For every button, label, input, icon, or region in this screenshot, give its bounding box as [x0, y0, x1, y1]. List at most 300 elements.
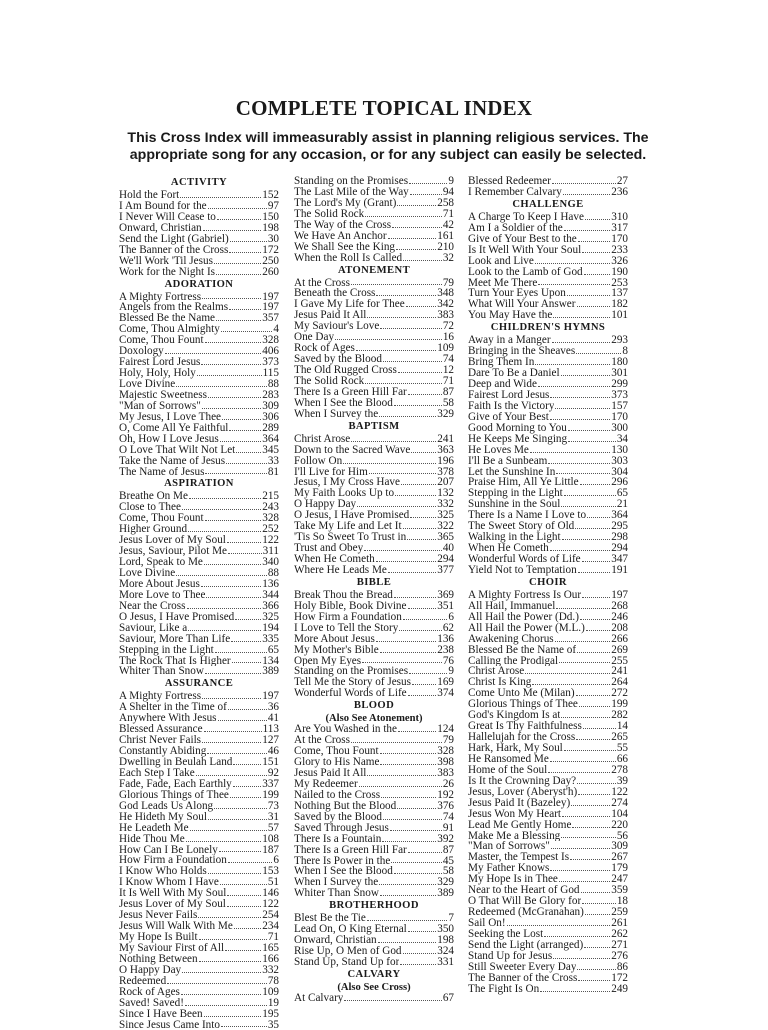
dot-leader [397, 801, 436, 809]
dot-leader [235, 612, 261, 620]
index-entry [119, 954, 279, 965]
entry-number: 79 [443, 278, 454, 289]
dot-leader [379, 877, 436, 885]
entry-number: 170 [611, 234, 628, 245]
entry-title: The Banner of the Cross [468, 973, 577, 984]
dot-leader [408, 601, 437, 609]
entry-title: Onward, Christian [294, 935, 377, 946]
entry-number: 255 [611, 656, 628, 667]
entry-number: 210 [437, 242, 454, 253]
entry-title: My Faith Looks Up to [294, 488, 394, 499]
dot-leader [228, 855, 273, 863]
index-entry [294, 823, 454, 834]
entry-number: 33 [268, 456, 279, 467]
dot-leader [202, 292, 261, 300]
entry-title: Hold the Fort [119, 190, 179, 201]
dot-leader [561, 831, 616, 839]
index-entry [294, 666, 454, 677]
entry-number: 36 [268, 702, 279, 713]
entry-title: We Shall See the King [294, 242, 395, 253]
dot-leader [222, 412, 261, 420]
entry-title: Christ Arose [468, 666, 524, 677]
index-entry [119, 757, 279, 768]
entry-title: We Have An Anchor [294, 231, 387, 242]
entry-title: The Sweet Story of Old [468, 521, 574, 532]
entry-number: 109 [437, 343, 454, 354]
entry-number: 340 [262, 557, 279, 568]
entry-title: Seeking the Lost [468, 929, 543, 940]
dot-leader [227, 535, 261, 543]
dot-leader [219, 845, 261, 853]
dot-leader [204, 1009, 262, 1017]
index-entry [119, 866, 279, 877]
dot-leader [538, 379, 610, 387]
entry-number: 21 [617, 499, 628, 510]
dot-leader [380, 321, 442, 329]
entry-title: We'll Work 'Til Jesus [119, 256, 213, 267]
dot-leader [576, 688, 611, 696]
index-entry [119, 368, 279, 379]
index-entry [119, 467, 279, 478]
entry-title: Christ Is King [468, 677, 531, 688]
entry-title: When I See the Blood [294, 866, 393, 877]
entry-number: 389 [262, 666, 279, 677]
entry-number: 30 [268, 234, 279, 245]
index-entry [294, 288, 454, 299]
entry-title: Sail On! [468, 918, 506, 929]
index-entry [119, 292, 279, 303]
entry-number: 74 [443, 812, 454, 823]
entry-title: A Charge To Keep I Have [468, 212, 584, 223]
dot-leader [229, 302, 261, 310]
index-entry [468, 688, 628, 699]
entry-title: Trust and Obey [294, 543, 363, 554]
dot-leader [575, 521, 610, 529]
entry-number: 192 [437, 790, 454, 801]
entry-title: When I Survey the [294, 409, 378, 420]
dot-leader [229, 245, 261, 253]
entry-number: 115 [263, 368, 279, 379]
index-entry [119, 790, 279, 801]
dot-leader [383, 812, 442, 820]
dot-leader [380, 645, 437, 653]
entry-title: Rock of Ages [119, 987, 180, 998]
entry-number: 46 [268, 746, 279, 757]
entry-title: O, Come All Ye Faithful [119, 423, 228, 434]
index-entry [294, 623, 454, 634]
dot-leader [356, 343, 436, 351]
index-entry [294, 677, 454, 688]
dot-leader [190, 823, 267, 831]
index-entry [468, 820, 628, 831]
dot-leader [406, 299, 437, 307]
entry-number: 18 [617, 896, 628, 907]
entry-number: 272 [611, 688, 628, 699]
entry-number: 42 [443, 220, 454, 231]
dot-leader [198, 910, 261, 918]
entry-title: There Is a Green Hill Far [294, 845, 407, 856]
index-entry [294, 354, 454, 365]
index-entry [294, 376, 454, 387]
entry-title: My Jesus, I Love Thee [119, 412, 221, 423]
dot-leader [197, 368, 262, 376]
dot-leader [214, 256, 261, 264]
index-entry [294, 332, 454, 343]
entry-number: 88 [268, 379, 279, 390]
dot-leader [383, 354, 442, 362]
dot-leader [578, 787, 610, 795]
dot-leader [344, 993, 441, 1001]
dot-leader [202, 691, 261, 699]
index-entry [294, 601, 454, 612]
entry-number: 8 [622, 346, 628, 357]
dot-leader [202, 401, 261, 409]
entry-number: 122 [262, 535, 279, 546]
entry-title: O Jesus, I Have Promised [294, 510, 409, 521]
entry-number: 289 [262, 423, 279, 434]
entry-title: Jesus Won My Heart [468, 809, 561, 820]
entry-number: 71 [443, 376, 454, 387]
entry-title: Stepping in the Light [468, 488, 563, 499]
dot-leader [562, 809, 610, 817]
entry-title: Standing on the Promises [294, 176, 408, 187]
entry-title: Blessed Assurance [119, 724, 203, 735]
index-entry [119, 445, 279, 456]
section-heading: CHOIR [468, 576, 628, 590]
entry-number: 345 [262, 445, 279, 456]
index-entry [468, 288, 628, 299]
index-entry [468, 874, 628, 885]
entry-number: 326 [611, 256, 628, 267]
dot-leader [580, 477, 611, 485]
entry-number: 344 [262, 590, 279, 601]
entry-number: 199 [262, 790, 279, 801]
entry-number: 376 [437, 801, 454, 812]
index-entry [468, 590, 628, 601]
dot-leader [215, 645, 267, 653]
entry-number: 306 [262, 412, 279, 423]
entry-number: 151 [262, 757, 279, 768]
entry-number: 254 [262, 910, 279, 921]
index-entry [468, 212, 628, 223]
dot-leader [550, 754, 616, 762]
entry-number: 26 [443, 779, 454, 790]
dot-leader [407, 532, 436, 540]
dot-leader [206, 590, 261, 598]
entry-number: 373 [262, 357, 279, 368]
section-heading: BIBLE [294, 576, 454, 590]
index-entry [119, 234, 279, 245]
entry-title: Jesus Paid It All [294, 768, 366, 779]
entry-title: Bring Them In [468, 357, 534, 368]
index-entry [119, 379, 279, 390]
entry-title: Jesus Lover of My Soul [119, 899, 226, 910]
index-entry [468, 234, 628, 245]
entry-number: 328 [262, 513, 279, 524]
index-entry [294, 253, 454, 264]
entry-title: O That Will Be Glory for [468, 896, 581, 907]
entry-number: 299 [611, 379, 628, 390]
entry-number: 78 [268, 976, 279, 987]
dot-leader [335, 332, 442, 340]
entry-title: Where He Leads Me [294, 565, 387, 576]
entry-number: 56 [617, 831, 628, 842]
dot-leader [228, 702, 267, 710]
dot-leader [571, 798, 610, 806]
entry-title: Tell Me the Story of Jesus [294, 677, 411, 688]
entry-number: 195 [262, 1009, 279, 1020]
index-entry [119, 601, 279, 612]
entry-number: 261 [611, 918, 628, 929]
index-entry [119, 401, 279, 412]
index-entry [294, 434, 454, 445]
entry-number: 72 [443, 321, 454, 332]
entry-number: 278 [611, 765, 628, 776]
entry-title: Come, Thou Almighty [119, 324, 220, 335]
dot-leader [204, 724, 262, 732]
section-heading: ATONEMENT [294, 264, 454, 278]
entry-title: I Gave My Life for Thee [294, 299, 405, 310]
entry-title: All Hail the Power (M.L.) [468, 623, 585, 634]
index-entry [468, 310, 628, 321]
dot-leader [399, 623, 441, 631]
page-title: COMPLETE TOPICAL INDEX [0, 96, 768, 121]
dot-leader [381, 790, 436, 798]
index-entry [294, 866, 454, 877]
entry-title: Anywhere With Jesus [119, 713, 217, 724]
dot-leader [365, 209, 442, 217]
entry-number: 65 [617, 488, 628, 499]
entry-title: When He Cometh [468, 543, 549, 554]
entry-number: 9 [448, 666, 454, 677]
index-entry [294, 812, 454, 823]
entry-title: The Solid Rock [294, 209, 364, 220]
entry-title: Nothing But the Blood [294, 801, 396, 812]
dot-leader [230, 234, 267, 242]
entry-title: "Man of Sorrows" [119, 401, 201, 412]
entry-number: 124 [437, 724, 454, 735]
dot-leader [343, 456, 436, 464]
dot-leader [410, 510, 436, 518]
entry-title: Are You Washed in the [294, 724, 397, 735]
index-entry [468, 390, 628, 401]
dot-leader [201, 357, 261, 365]
index-entry [468, 245, 628, 256]
entry-number: 274 [611, 798, 628, 809]
entry-number: 328 [262, 335, 279, 346]
dot-leader [585, 212, 610, 220]
index-entry [119, 557, 279, 568]
dot-leader [408, 688, 437, 696]
index-entry [468, 488, 628, 499]
entry-title: Send the Light (Gabriel) [119, 234, 229, 245]
index-entry [468, 565, 628, 576]
entry-title: Beneath the Cross [294, 288, 375, 299]
entry-title: You May Have the [468, 310, 552, 321]
entry-title: My Hope Is in Thee [468, 874, 558, 885]
index-entry [294, 220, 454, 231]
entry-number: 132 [437, 488, 454, 499]
entry-title: Down to the Sacred Wave [294, 445, 410, 456]
section-heading: ACTIVITY [119, 176, 279, 190]
entry-title: When I Survey the [294, 877, 378, 888]
dot-leader [408, 387, 442, 395]
section-heading: ASSURANCE [119, 677, 279, 691]
entry-title: Great Is Thy Faithfulness [468, 721, 582, 732]
dot-leader [236, 445, 261, 453]
index-entry [119, 513, 279, 524]
entry-title: Hide Thou Me [119, 834, 185, 845]
index-entry [468, 721, 628, 732]
entry-title: Come, Thou Fount [119, 513, 204, 524]
entry-title: Take the Name of Jesus [119, 456, 225, 467]
dot-leader [187, 601, 262, 609]
dot-leader [176, 568, 267, 576]
entry-title: A Mighty Fortress Is Our [468, 590, 581, 601]
index-entry [119, 1020, 279, 1030]
entry-number: 104 [611, 809, 628, 820]
entry-title: Wonderful Words of Life [468, 554, 581, 565]
entry-number: 304 [611, 467, 628, 478]
entry-title: He Hideth My Soul [119, 812, 207, 823]
index-entry [468, 456, 628, 467]
index-entry [294, 198, 454, 209]
index-entry [468, 896, 628, 907]
entry-number: 276 [611, 951, 628, 962]
entry-title: Blest Be the Tie [294, 913, 366, 924]
index-entry [468, 645, 628, 656]
index-entry [468, 445, 628, 456]
index-entry [119, 357, 279, 368]
entry-title: Jesus Never Fails [119, 910, 197, 921]
entry-number: 241 [611, 666, 628, 677]
dot-leader [188, 524, 261, 532]
entry-number: 260 [262, 267, 279, 278]
entry-number: 62 [443, 623, 454, 634]
entry-number: 108 [262, 834, 279, 845]
dot-leader [220, 877, 267, 885]
entry-title: There Is a Fountain [294, 834, 381, 845]
dot-leader [359, 779, 442, 787]
entry-title: O Happy Day [119, 965, 181, 976]
index-entry [468, 634, 628, 645]
dot-leader [205, 467, 266, 475]
dot-leader [202, 735, 261, 743]
entry-title: My Saviour First of All [119, 943, 224, 954]
entry-number: 324 [437, 946, 454, 957]
dot-leader [535, 256, 610, 264]
entry-title: Blessed Be the Name of [468, 645, 576, 656]
dot-leader [380, 888, 436, 896]
dot-leader [380, 746, 437, 754]
entry-title: There Is a Green Hill Far [294, 387, 407, 398]
index-entry [468, 809, 628, 820]
entry-number: 152 [262, 190, 279, 201]
entry-title: Whiter Than Snow [119, 666, 204, 677]
entry-number: 373 [611, 390, 628, 401]
entry-number: 6 [448, 612, 454, 623]
entry-number: 74 [443, 354, 454, 365]
dot-leader [369, 467, 436, 475]
index-entry [294, 834, 454, 845]
index-entry [119, 190, 279, 201]
entry-number: 325 [437, 510, 454, 521]
dot-leader [579, 699, 610, 707]
dot-leader [403, 521, 437, 529]
entry-number: 191 [611, 565, 628, 576]
entry-title: Dare To Be a Daniel [468, 368, 560, 379]
index-entry [294, 343, 454, 354]
entry-title: Sunshine in the Soul [468, 499, 560, 510]
dot-leader [395, 488, 436, 496]
dot-leader [216, 313, 261, 321]
entry-title: Lead On, O King Eternal [294, 924, 407, 935]
index-entry [294, 946, 454, 957]
section-heading: BAPTISM [294, 420, 454, 434]
entry-number: 296 [611, 477, 628, 488]
entry-title: Near the Cross [119, 601, 186, 612]
index-entry [294, 209, 454, 220]
index-entry [294, 365, 454, 376]
entry-number: 27 [617, 176, 628, 187]
index-entry [294, 888, 454, 899]
index-entry [119, 943, 279, 954]
index-entry [119, 546, 279, 557]
index-entry [119, 735, 279, 746]
entry-title: Since Jesus Came Into [119, 1020, 220, 1030]
entry-number: 208 [611, 623, 628, 634]
entry-number: 220 [611, 820, 628, 831]
entry-number: 58 [443, 398, 454, 409]
dot-leader [548, 765, 610, 773]
index-entry [294, 499, 454, 510]
dot-leader [578, 565, 611, 573]
dot-leader [559, 656, 610, 664]
entry-number: 247 [611, 874, 628, 885]
dot-leader [205, 666, 261, 674]
index-entry [294, 321, 454, 332]
index-entry [294, 565, 454, 576]
dot-leader [367, 310, 436, 318]
entry-title: Come, Thou Fount [119, 335, 204, 346]
dot-leader [204, 557, 261, 565]
index-entry [468, 984, 628, 995]
entry-number: 136 [262, 579, 279, 590]
entry-title: The Fight Is On [468, 984, 539, 995]
entry-title: Rise Up, O Men of God [294, 946, 402, 957]
dot-leader [562, 532, 611, 540]
index-entry [468, 379, 628, 390]
index-entry [294, 409, 454, 420]
entry-number: 66 [617, 754, 628, 765]
index-entry [119, 313, 279, 324]
entry-number: 322 [437, 521, 454, 532]
index-entry [468, 357, 628, 368]
entry-number: 57 [268, 823, 279, 834]
dot-leader [577, 962, 615, 970]
entry-number: 146 [262, 888, 279, 899]
entry-title: Give of Your Best to the [468, 234, 577, 245]
entry-title: Look and Live [468, 256, 534, 267]
index-entry [294, 801, 454, 812]
entry-title: At the Cross [294, 735, 350, 746]
dot-leader [584, 940, 610, 948]
dot-leader [182, 965, 261, 973]
entry-title: The Way of the Cross [294, 220, 391, 231]
section-heading: CHALLENGE [468, 198, 628, 212]
entry-title: Lord, Speak to Me [119, 557, 203, 568]
dot-leader [186, 834, 262, 842]
